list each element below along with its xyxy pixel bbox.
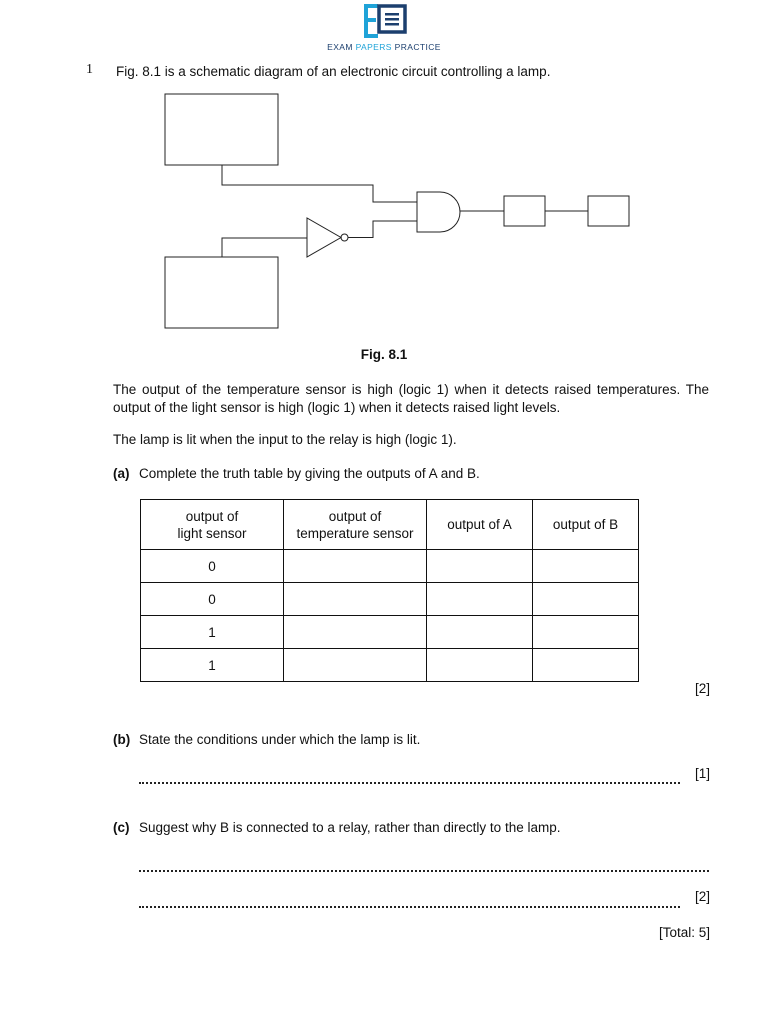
- part-a-text: Complete the truth table by giving the outputs of A and B.: [139, 466, 480, 481]
- cell-output-b[interactable]: [533, 550, 639, 583]
- cell-light: 0: [141, 583, 284, 616]
- part-a-marks: [2]: [694, 681, 710, 696]
- question-intro: Fig. 8.1 is a schematic diagram of an electronic circuit controlling a lamp.: [116, 64, 551, 79]
- part-a-prompt: [113, 466, 480, 481]
- cell-output-b[interactable]: [533, 649, 639, 682]
- cell-light: 0: [141, 550, 284, 583]
- cell-output-b[interactable]: [533, 616, 639, 649]
- cell-output-a[interactable]: [427, 616, 533, 649]
- part-b-prompt: [113, 732, 420, 747]
- question-number: 1: [86, 62, 93, 77]
- table-row: [141, 583, 639, 616]
- figure-caption: Fig. 8.1: [360, 347, 408, 362]
- part-b-label: (b): [113, 732, 131, 747]
- temperature-sensor-box: [165, 94, 278, 165]
- cell-output-b[interactable]: [533, 583, 639, 616]
- paragraph-sensors: The output of the temperature sensor is high (logic 1) when it detects raised temperatures. The output of the light sensor is high (logic 1) when it detects raised light levels.: [113, 382, 709, 415]
- part-c-text: Suggest why B is connected to a relay, rather than directly to the lamp.: [139, 820, 561, 835]
- part-c-label: (c): [113, 820, 130, 835]
- not-gate-bubble: [341, 234, 348, 241]
- cell-temperature[interactable]: [284, 616, 427, 649]
- cell-light: 1: [141, 616, 284, 649]
- header-output-a: output of A: [427, 500, 533, 550]
- header-light-sensor: output of light sensor: [141, 500, 284, 550]
- part-b-answer-line[interactable]: [139, 782, 680, 784]
- total-marks: [Total: 5]: [658, 925, 710, 940]
- table-row: [141, 649, 639, 682]
- circuit-diagram: [0, 0, 768, 345]
- header-temperature-sensor: output of temperature sensor: [284, 500, 427, 550]
- lamp-box: [588, 196, 629, 226]
- cell-output-a[interactable]: [427, 583, 533, 616]
- cell-output-a[interactable]: [427, 550, 533, 583]
- wire-light-to-not: [222, 238, 307, 257]
- cell-temperature[interactable]: [284, 550, 427, 583]
- and-gate: [417, 192, 460, 232]
- cell-output-a[interactable]: [427, 649, 533, 682]
- table-row: [141, 550, 639, 583]
- truth-table-header-row: [141, 500, 639, 550]
- light-sensor-box: [165, 257, 278, 328]
- relay-box: [504, 196, 545, 226]
- part-c-answer-line-2[interactable]: [139, 906, 680, 908]
- logo-text: EXAM PAPERS PRACTICE: [327, 42, 441, 52]
- part-c-marks: [2]: [694, 889, 710, 904]
- cell-temperature[interactable]: [284, 583, 427, 616]
- part-b-text: State the conditions under which the lamp is lit.: [139, 732, 421, 747]
- part-c-answer-line-1[interactable]: [139, 870, 709, 872]
- paragraph-lamp: The lamp is lit when the input to the relay is high (logic 1).: [113, 432, 457, 447]
- wire-not-to-and: [348, 221, 417, 238]
- not-gate: [307, 218, 341, 257]
- header-output-b: output of B: [533, 500, 639, 550]
- part-c-prompt: [113, 820, 560, 835]
- truth-table: [140, 499, 639, 682]
- cell-light: 1: [141, 649, 284, 682]
- cell-temperature[interactable]: [284, 649, 427, 682]
- table-row: [141, 616, 639, 649]
- part-a-label: (a): [113, 466, 130, 481]
- wire-temperature-to-and: [222, 165, 417, 202]
- part-b-marks: [1]: [694, 766, 710, 781]
